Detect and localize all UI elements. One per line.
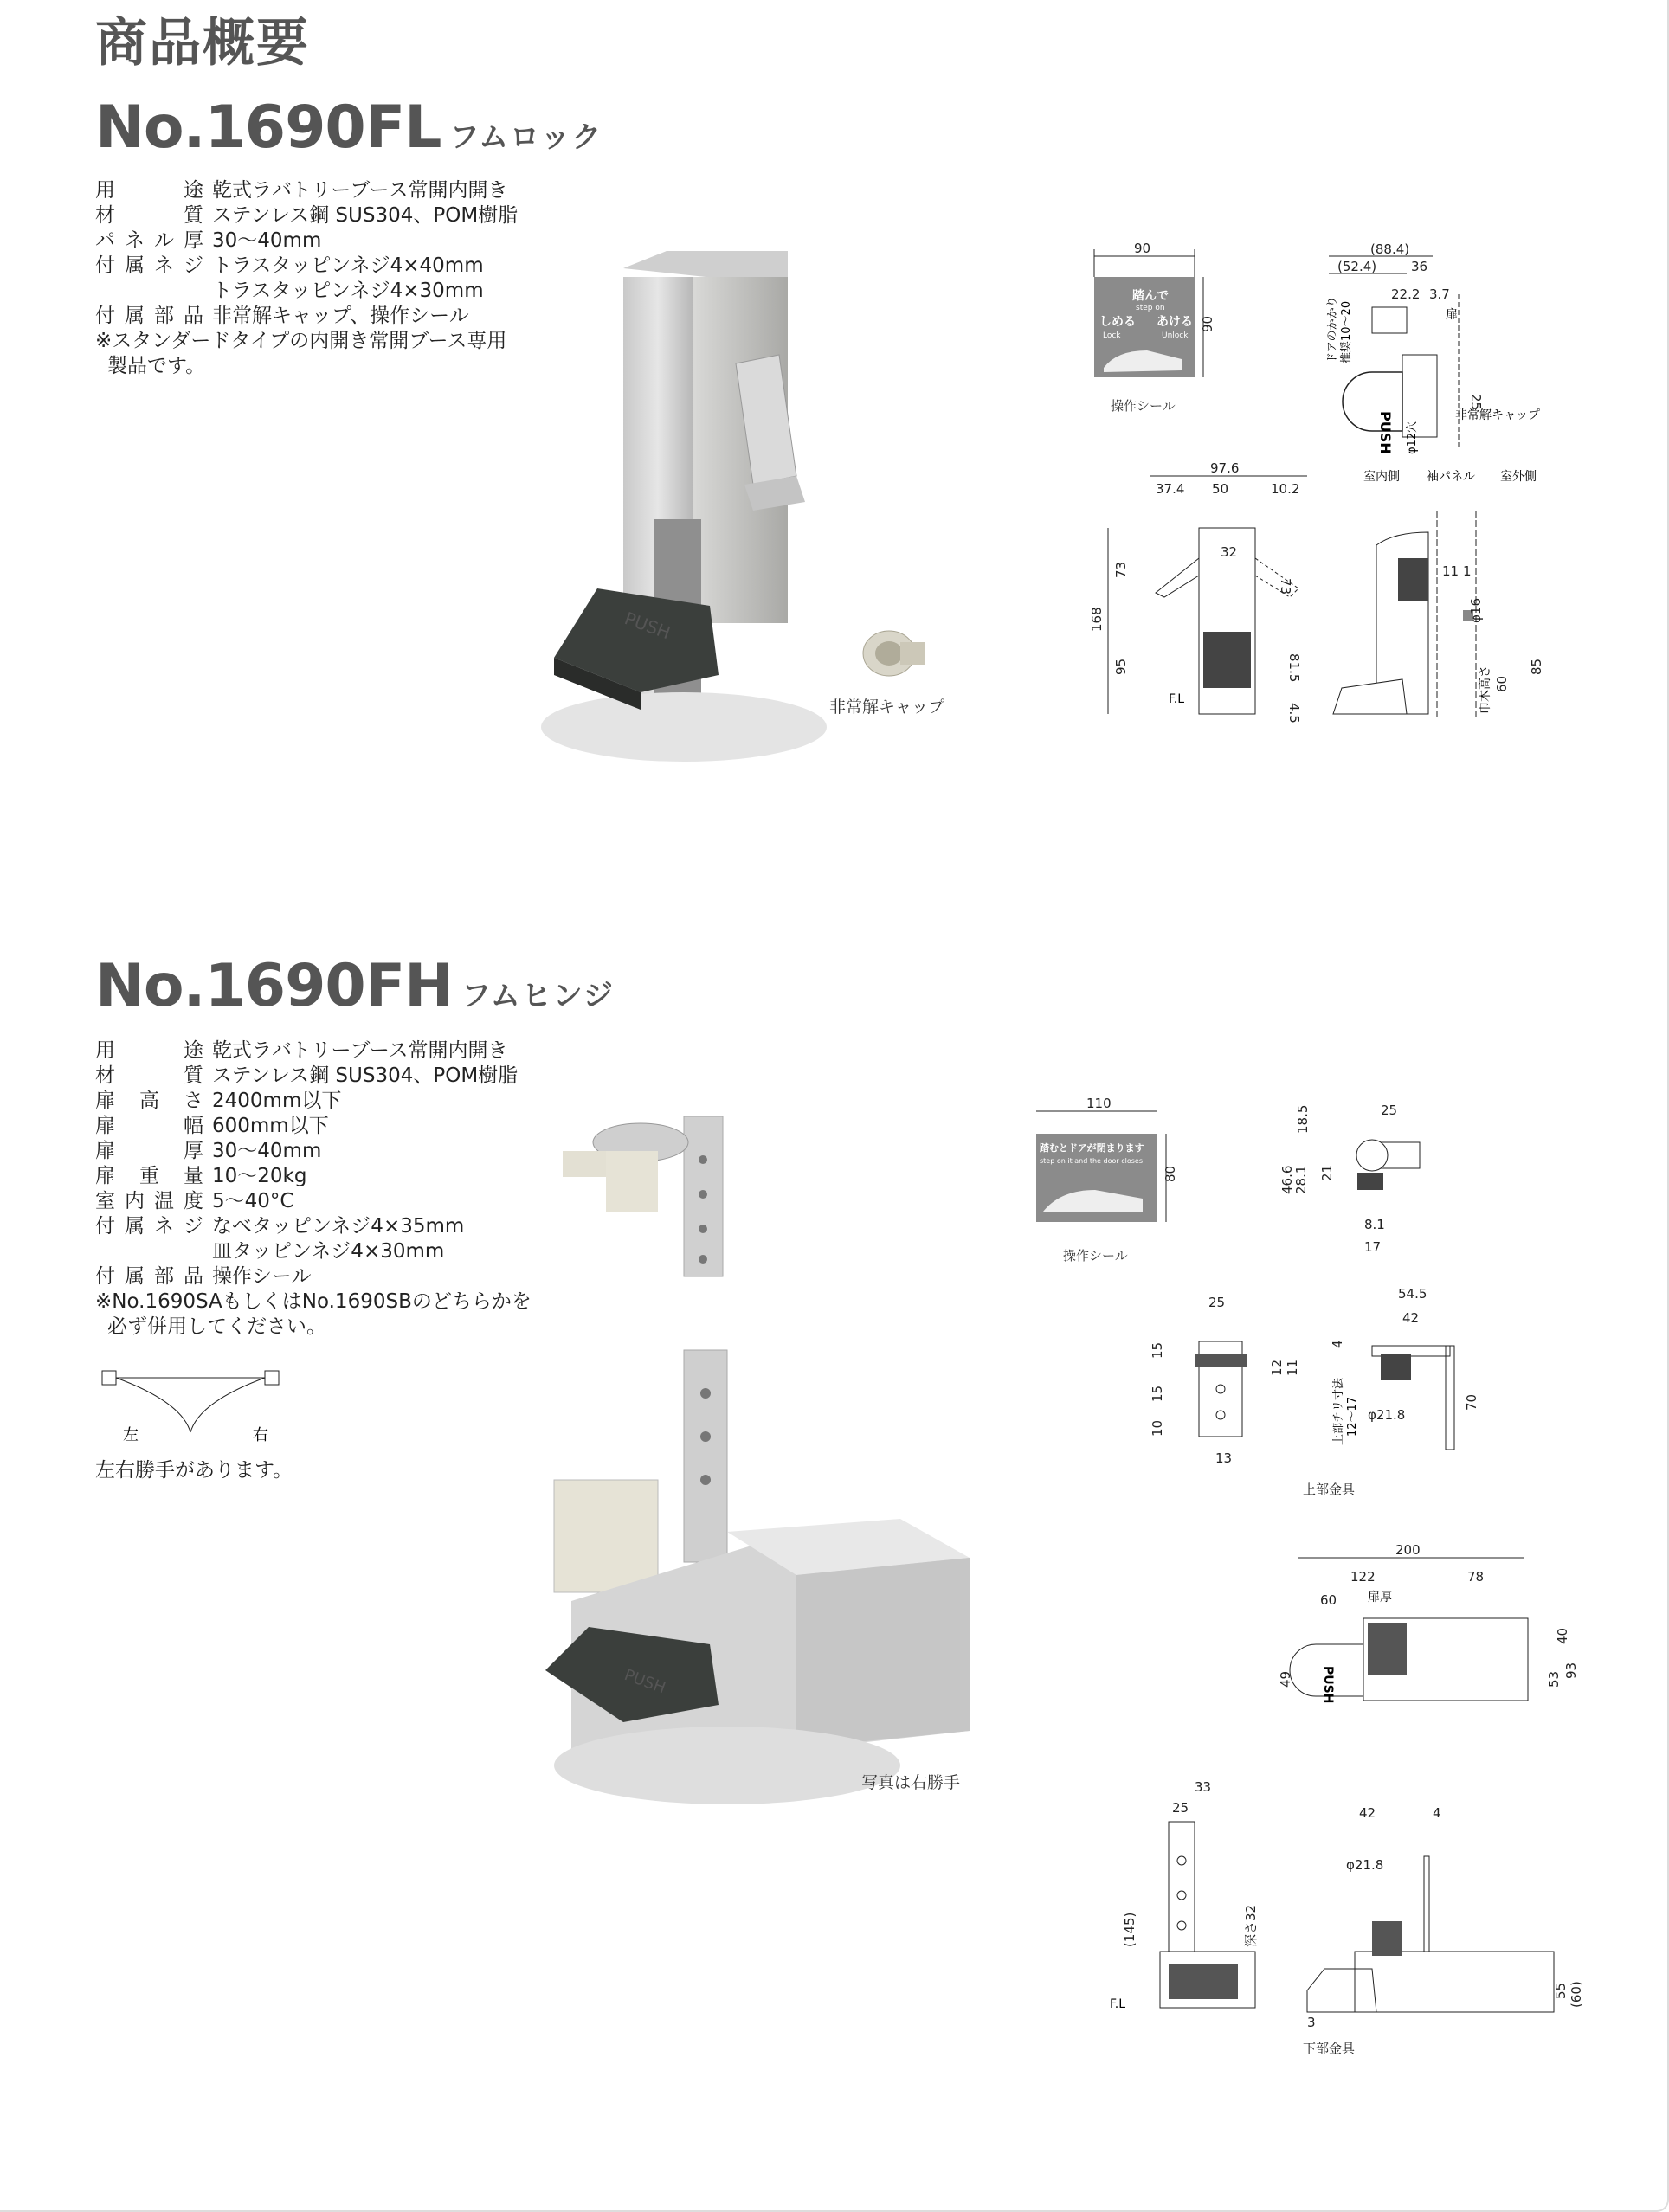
svg-text:φ16: φ16 [1468,598,1484,623]
svg-text:95: 95 [1113,658,1129,675]
svg-text:踏んで: 踏んで [1132,289,1169,303]
svg-text:扉厚: 扉厚 [1368,1591,1392,1604]
fl-front-elevation [1082,459,1350,727]
svg-text:φ12穴: φ12穴 [1406,421,1419,454]
page-title: 商品概要 [95,13,310,74]
fl-model-number: No.1690FL [95,93,441,162]
svg-text:122: 122 [1350,1569,1376,1585]
svg-text:42: 42 [1402,1310,1420,1326]
fl-sticker-caption: 操作シール [1111,398,1176,414]
svg-text:60: 60 [1494,675,1510,692]
svg-text:90: 90 [1200,315,1215,332]
svg-text:36: 36 [1411,259,1428,274]
svg-text:97.6: 97.6 [1210,460,1240,476]
fl-push-text: PUSH [622,608,673,644]
fl-product-illustration [537,242,848,779]
svg-text:53: 53 [1546,1670,1562,1688]
svg-text:11: 11 [1442,563,1460,579]
fl-plan-drawing [1320,242,1580,493]
svg-text:(88.4): (88.4) [1370,241,1410,257]
svg-text:73: 73 [1113,561,1129,578]
fh-left-label: 左 [123,1426,139,1444]
svg-text:Lock: Lock [1103,331,1121,340]
fh-spec-row-extra: 皿タッピンネジ4×30mm [212,1240,445,1263]
svg-text:袖パネル: 袖パネル [1427,470,1475,484]
svg-text:15: 15 [1150,1341,1165,1359]
fl-spec-row: 付属ネジ トラスタッピンネジ4×40mm [95,254,484,277]
fh-upper-hardware-illustration [554,1108,753,1281]
svg-text:4: 4 [1433,1805,1441,1821]
svg-text:Unlock: Unlock [1162,331,1189,340]
fh-spec-row: 室内温度 5〜40°C [95,1190,294,1212]
svg-text:扉: 扉 [1446,308,1458,322]
svg-text:12: 12 [1269,1359,1285,1376]
fh-sticker-caption: 操作シール [1063,1248,1128,1264]
fl-cap-caption: 非常解キャップ [829,698,945,717]
fl-spec-row: 用 途 乾式ラバトリーブース常開内開き [95,179,508,202]
svg-text:42: 42 [1359,1805,1376,1821]
svg-text:(145): (145) [1122,1912,1137,1947]
svg-text:110: 110 [1086,1096,1112,1111]
fl-spec-row: 材 質 ステンレス鋼 SUS304、POM樹脂 [95,204,519,227]
fh-spec-row: 用 途 乾式ラバトリーブース常開内開き [95,1039,508,1062]
fh-model-subname: フムヒンジ [461,979,615,1013]
svg-text:46.6: 46.6 [1279,1165,1295,1194]
svg-text:F.L: F.L [1169,692,1185,706]
svg-text:10: 10 [1150,1419,1165,1437]
fh-bottom-side-drawing [1290,1774,1584,2034]
fh-bottom-hardware-illustration [537,1341,978,1826]
svg-text:4.5: 4.5 [1286,703,1302,723]
svg-text:上部チリ寸法: 上部チリ寸法 [1332,1377,1345,1445]
svg-text:(52.4): (52.4) [1337,259,1377,274]
svg-text:22.2: 22.2 [1391,286,1421,302]
svg-text:81.5: 81.5 [1286,653,1302,683]
svg-text:28.1: 28.1 [1293,1165,1309,1194]
fh-spec-row: 扉 幅 600mm以下 [95,1115,329,1137]
svg-text:32: 32 [1221,544,1238,560]
fh-right-label: 右 [253,1426,268,1444]
svg-text:40: 40 [1555,1627,1570,1644]
fh-spec-row: 扉 重 量 10〜20kg [95,1165,307,1187]
fl-side-elevation [1324,511,1558,727]
svg-text:33: 33 [1195,1779,1212,1795]
fl-spec-row-extra: トラスタッピンネジ4×30mm [212,280,484,302]
svg-text:室外側: 室外側 [1500,470,1537,484]
svg-text:PUSH: PUSH [1377,411,1394,454]
svg-text:φ21.8: φ21.8 [1368,1407,1406,1423]
fl-note: ※スタンダードタイプの内開き常開ブース専用 [95,330,507,352]
svg-text:25: 25 [1468,394,1484,411]
svg-text:室内側: 室内側 [1363,470,1400,484]
svg-text:90: 90 [1134,241,1151,256]
fh-hand-note: 左右勝手があります。 [95,1459,293,1482]
fl-model-title [95,93,603,162]
fl-note-cont: 製品です。 [107,355,206,377]
svg-text:25: 25 [1208,1295,1226,1310]
svg-text:25: 25 [1172,1800,1189,1816]
fh-spec-row: 扉 厚 30〜40mm [95,1140,322,1162]
fh-hand-diagram [95,1367,303,1445]
svg-text:あける: あける [1157,315,1193,329]
svg-text:13: 13 [1215,1450,1233,1466]
fh-note-cont: 必ず併用してください。 [107,1315,326,1338]
svg-text:巾木高さ: 巾木高さ [1479,666,1492,714]
svg-text:4: 4 [1330,1340,1345,1348]
svg-text:step on: step on [1136,304,1165,312]
fh-bottom-plan-drawing [1264,1540,1584,1705]
svg-text:深さ32: 深さ32 [1243,1904,1259,1947]
fl-spec-row: パネル厚 30〜40mm [95,229,322,252]
fh-model-title [95,952,615,1020]
fh-spec-row: 扉 高 さ 2400mm以下 [95,1090,342,1112]
svg-text:168: 168 [1089,607,1105,632]
svg-text:93: 93 [1563,1662,1579,1679]
svg-text:しめる: しめる [1099,315,1136,329]
svg-text:φ21.8: φ21.8 [1346,1857,1384,1873]
fh-spec-row: 材 質 ステンレス鋼 SUS304、POM樹脂 [95,1064,519,1087]
fl-sticker-drawing [1082,242,1229,398]
fl-emergency-cap-icon [853,623,931,684]
fh-note: ※No.1690SAもしくはNo.1690SBのどちらかを [95,1290,532,1313]
svg-text:8.1: 8.1 [1364,1217,1385,1232]
svg-text:70: 70 [1464,1393,1479,1411]
fh-spec-row: 付属部品 操作シール [95,1265,312,1288]
fh-upper-side-drawing [1316,1281,1498,1489]
svg-text:非常解キャップ: 非常解キャップ [1455,408,1540,422]
fl-model-subname: フムロック [449,120,603,155]
fh-bottom-front-drawing [1099,1774,1298,2034]
svg-text:18.5: 18.5 [1295,1104,1311,1134]
svg-text:200: 200 [1395,1542,1421,1558]
svg-text:78: 78 [1467,1569,1485,1585]
svg-text:推奨10〜20: 推奨10〜20 [1340,300,1353,363]
svg-text:F.L: F.L [1110,1997,1126,2011]
svg-text:3: 3 [1307,2015,1316,2030]
svg-text:15: 15 [1150,1385,1165,1402]
fh-bottom-caption: 下部金具 [1303,2041,1356,2056]
fh-model-number: No.1690FH [95,952,454,1020]
svg-text:50: 50 [1212,481,1229,497]
fh-spec-list [95,1038,532,1340]
fh-photo-caption: 写真は右勝手 [861,1773,961,1792]
svg-text:73: 73 [1278,578,1293,595]
svg-text:49: 49 [1278,1670,1293,1688]
svg-text:3.7: 3.7 [1429,286,1450,302]
svg-text:37.4: 37.4 [1156,481,1185,497]
svg-text:(60): (60) [1569,1981,1584,2008]
svg-text:21: 21 [1319,1164,1335,1181]
svg-text:17: 17 [1364,1239,1382,1255]
fl-spec-list [95,178,518,379]
svg-text:1: 1 [1463,563,1472,579]
svg-text:10.2: 10.2 [1271,481,1300,497]
svg-text:25: 25 [1381,1103,1398,1118]
svg-text:85: 85 [1529,658,1544,675]
svg-text:55: 55 [1553,1982,1569,1999]
svg-text:60: 60 [1320,1592,1337,1608]
fh-upper-plan-drawing [1281,1099,1454,1272]
fh-top-caption: 上部金具 [1303,1482,1356,1497]
svg-text:11: 11 [1285,1359,1300,1376]
svg-text:12〜17: 12〜17 [1346,1396,1359,1437]
svg-text:step on it and the door closes: step on it and the door closes [1040,1157,1143,1165]
svg-text:80: 80 [1163,1165,1178,1182]
fh-sticker-drawing [1026,1096,1199,1238]
svg-text:踏むとドアが閉まります: 踏むとドアが閉まります [1040,1142,1144,1154]
fl-spec-row: 付属部品 非常解キャップ、操作シール [95,305,469,327]
fh-spec-row: 付属ネジ なべタッピンネジ4×35mm [95,1215,465,1238]
fh-upper-front-drawing [1143,1289,1333,1471]
svg-text:54.5: 54.5 [1398,1286,1427,1302]
svg-text:ドアのかかり: ドアのかかり [1326,296,1339,363]
svg-text:PUSH: PUSH [1321,1666,1335,1704]
fh-push-text: PUSH [622,1665,668,1698]
